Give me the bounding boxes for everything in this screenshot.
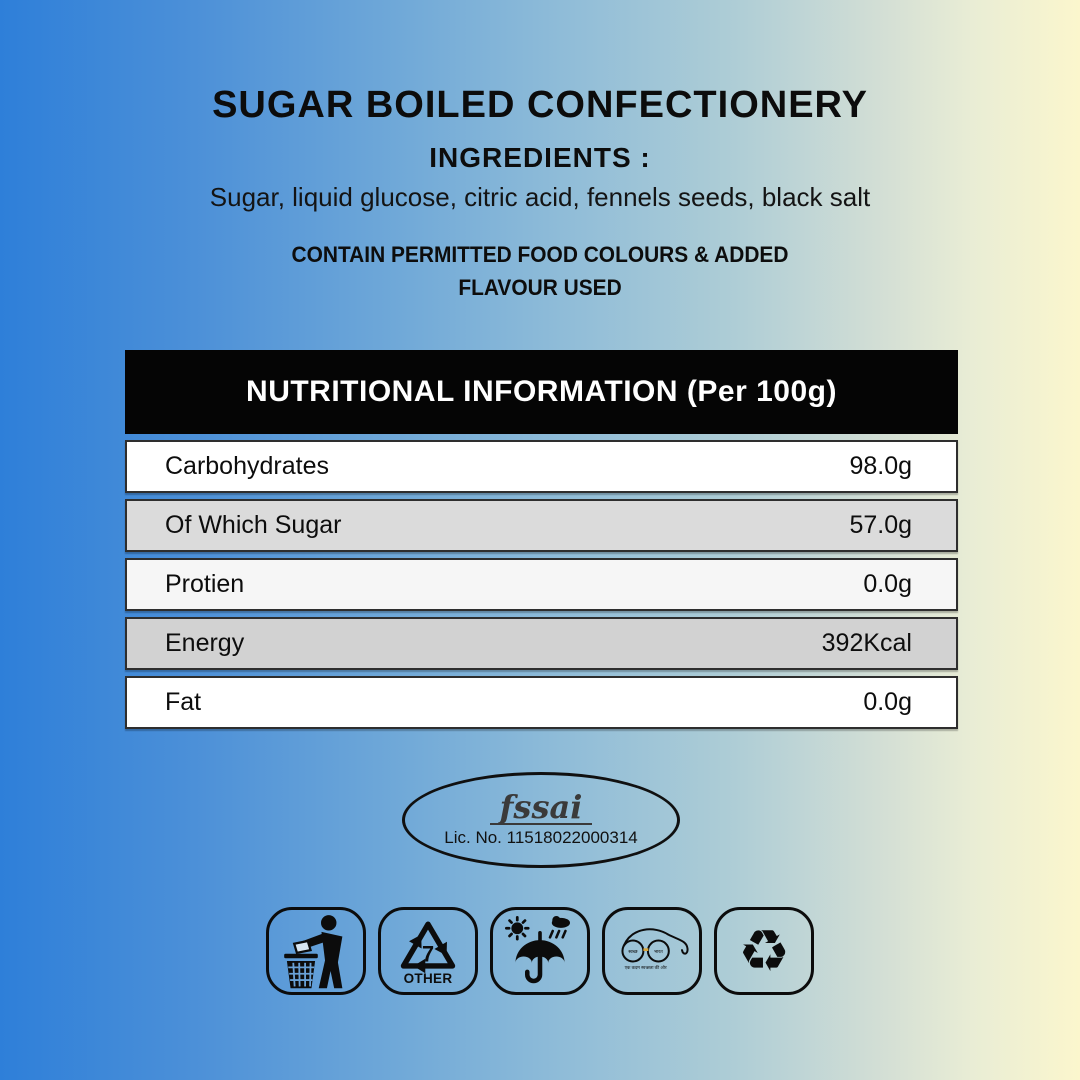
row-value: 57.0g: [849, 511, 912, 539]
row-label: Of Which Sugar: [165, 511, 342, 539]
row-label: Energy: [165, 629, 245, 657]
recycle-symbol-glyph: ♻: [738, 917, 790, 985]
row-value: 392Kcal: [821, 629, 912, 657]
row-value: 98.0g: [849, 452, 912, 480]
fssai-logo: fssai: [490, 792, 593, 825]
table-row: [125, 499, 958, 552]
table-row: [125, 676, 958, 729]
table-row: [125, 617, 958, 670]
row-label: Protien: [165, 570, 245, 598]
plastic-code-7-other-icon: [378, 907, 478, 995]
row-label: Fat: [165, 688, 202, 716]
swachh-right-lens-text: भारत: [653, 948, 663, 954]
nutrition-table: [125, 350, 958, 729]
packaging-icons-row: [0, 907, 1080, 995]
recycle-triangle-graphic: [396, 917, 460, 975]
glasses-graphic: [606, 911, 698, 991]
swachh-bharat-glasses-icon: [602, 907, 702, 995]
tidy-man-icon: [266, 907, 366, 995]
table-row: [125, 558, 958, 611]
umbrella-sun-rain-graphic: [494, 911, 586, 991]
table-row: [125, 440, 958, 493]
plastic-code-number: 7: [421, 940, 435, 966]
row-value: 0.0g: [863, 688, 912, 716]
ingredients-list: Sugar, liquid glucose, citric acid, fennels seeds, black salt: [209, 182, 871, 212]
disclaimer-line-1: CONTAIN PERMITTED FOOD COLOURS & ADDED: [291, 242, 789, 267]
swachh-tagline-text: एक कदम स्वच्छता की ओर: [624, 965, 667, 971]
food-colour-disclaimer: [27, 238, 1053, 304]
keep-dry-umbrella-icon: [490, 907, 590, 995]
fssai-license-badge: [402, 772, 680, 868]
plastic-code-label: OTHER: [403, 970, 453, 986]
swachh-left-lens-text: स्वच्छ: [628, 948, 638, 954]
page-title: SUGAR BOILED CONFECTIONERY: [212, 84, 868, 126]
tidy-man-graphic: [270, 911, 362, 991]
nutrition-table-header: NUTRITIONAL INFORMATION (Per 100g): [125, 350, 958, 434]
ingredients-heading: INGREDIENTS :: [429, 142, 651, 173]
row-label: Carbohydrates: [165, 452, 329, 480]
fssai-license-number: Lic. No. 11518022000314: [444, 828, 638, 847]
recyclable-icon: [714, 907, 814, 995]
disclaimer-line-2: FLAVOUR USED: [458, 275, 622, 300]
row-value: 0.0g: [863, 570, 912, 598]
